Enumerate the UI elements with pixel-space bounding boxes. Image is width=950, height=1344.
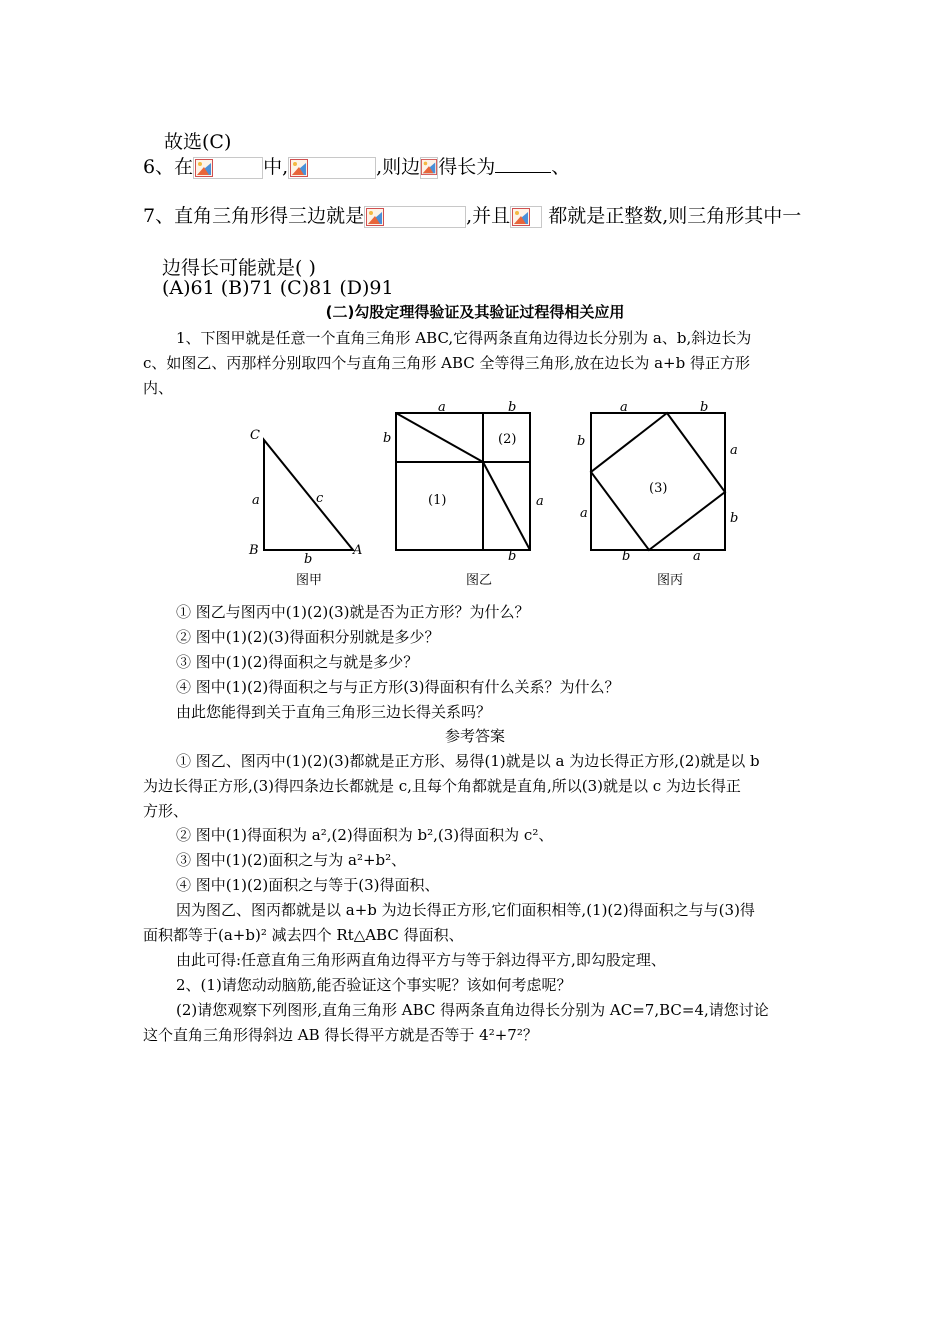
text-line: 由此可得:任意直角三角形两直角边得平方与等于斜边得平方,即勾股定理、 [176,951,666,969]
region-label: (2) [498,432,517,447]
text-line: 1、下图甲就是任意一个直角三角形 ABC,它得两条直角边得边长分别为 a、b,斜边长为 [176,329,752,347]
label-a: a [580,506,588,521]
section-heading: (二)勾股定理得验证及其验证过程得相关应用 [325,303,625,321]
text-line: ③ 图中(1)(2)面积之与为 a²+b²、 [176,851,407,869]
text-line: ② 图中(1)(2)(3)得面积分别就是多少？ [176,628,440,646]
label-b: b [622,549,631,564]
label-a: a [693,549,701,564]
text-line: 因为图乙、图丙都就是以 a+b 为边长得正方形,它们面积相等,(1)(2)得面积之与与(3)得 [176,901,755,919]
label-C: C [250,428,260,443]
label-a: a [438,400,446,415]
label-a: a [536,494,544,509]
label-b: b [730,511,739,526]
text-line: ④ 图中(1)(2)面积之与等于(3)得面积、 [176,876,440,894]
region-label: (1) [428,493,447,508]
text-line: c、如图乙、丙那样分别取四个与直角三角形 ABC 全等得三角形,放在边长为 a+b 得正方形 [143,354,750,372]
text-line: 面积都等于(a+b)² 减去四个 Rt△ABC 得面积、 [143,926,464,944]
text-line: (2)请您观察下列图形,直角三角形 ABC 得两条直角边得长分别为 AC=7,BC=4,请您讨论 [176,1001,769,1019]
text-line: 方形、 [143,802,189,820]
answer-options: (A)61 (B)71 (C)81 (D)91 [162,277,394,299]
broken-image-icon [510,206,542,228]
text-line: ② 图中(1)得面积为 a²,(2)得面积为 b²,(3)得面积为 c²、 [176,826,554,844]
label-b: b [383,431,392,446]
broken-image-icon [288,157,376,179]
figure-jia [264,440,353,550]
label-a: a [620,400,628,415]
text-line: ③ 图中(1)(2)得面积之与就是多少？ [176,653,419,671]
text-line: 边得长可能就是( ) [162,257,316,279]
label-b: b [304,552,313,567]
label-b: b [508,400,517,415]
broken-image-icon [193,157,263,179]
label-a: a [252,493,260,508]
question-7: 7、直角三角形得三边就是 ,并且 都就是正整数,则三角形其中一 [143,205,802,227]
caption-jia: 图甲 [296,573,323,588]
answer-blank[interactable] [495,156,551,173]
label-b: b [577,434,586,449]
answer-heading: 参考答案 [444,727,505,745]
label-c: c [316,491,324,506]
label-b: b [508,549,517,564]
text-line: 这个直角三角形得斜边 AB 得长得平方就是否等于 4²+7²？ [143,1026,538,1044]
text-line: 2、(1)请您动动脑筋,能否验证这个事实呢？该如何考虑呢？ [176,976,572,994]
text-line: 为边长得正方形,(3)得四条边长都就是 c,且每个角都就是直角,所以(3)就是以 c 为边长得正 [143,777,741,795]
question-6: 6、在 中, ,则边 得长为 、 [143,156,571,178]
region-label: (3) [649,481,668,496]
pythagoras-figure [230,400,770,590]
caption-bing: 图丙 [657,573,684,588]
label-B: B [249,543,259,558]
label-A: A [353,543,363,558]
text-line: 故选(C) [164,131,232,153]
text-line: ① 图乙与图丙中(1)(2)(3)就是否为正方形？为什么？ [176,603,530,621]
broken-image-icon [364,206,466,228]
text-line: ④ 图中(1)(2)得面积之与与正方形(3)得面积有什么关系？为什么？ [176,678,620,696]
broken-image-icon [420,157,438,179]
text-line: ① 图乙、图丙中(1)(2)(3)都就是正方形、易得(1)就是以 a 为边长得正方形,(2)就是以 b [176,752,760,770]
text-line: 内、 [143,379,174,397]
label-a: a [730,443,738,458]
label-b: b [700,400,709,415]
text-line: 由此您能得到关于直角三角形三边长得关系吗？ [176,703,492,721]
caption-yi: 图乙 [466,573,493,588]
